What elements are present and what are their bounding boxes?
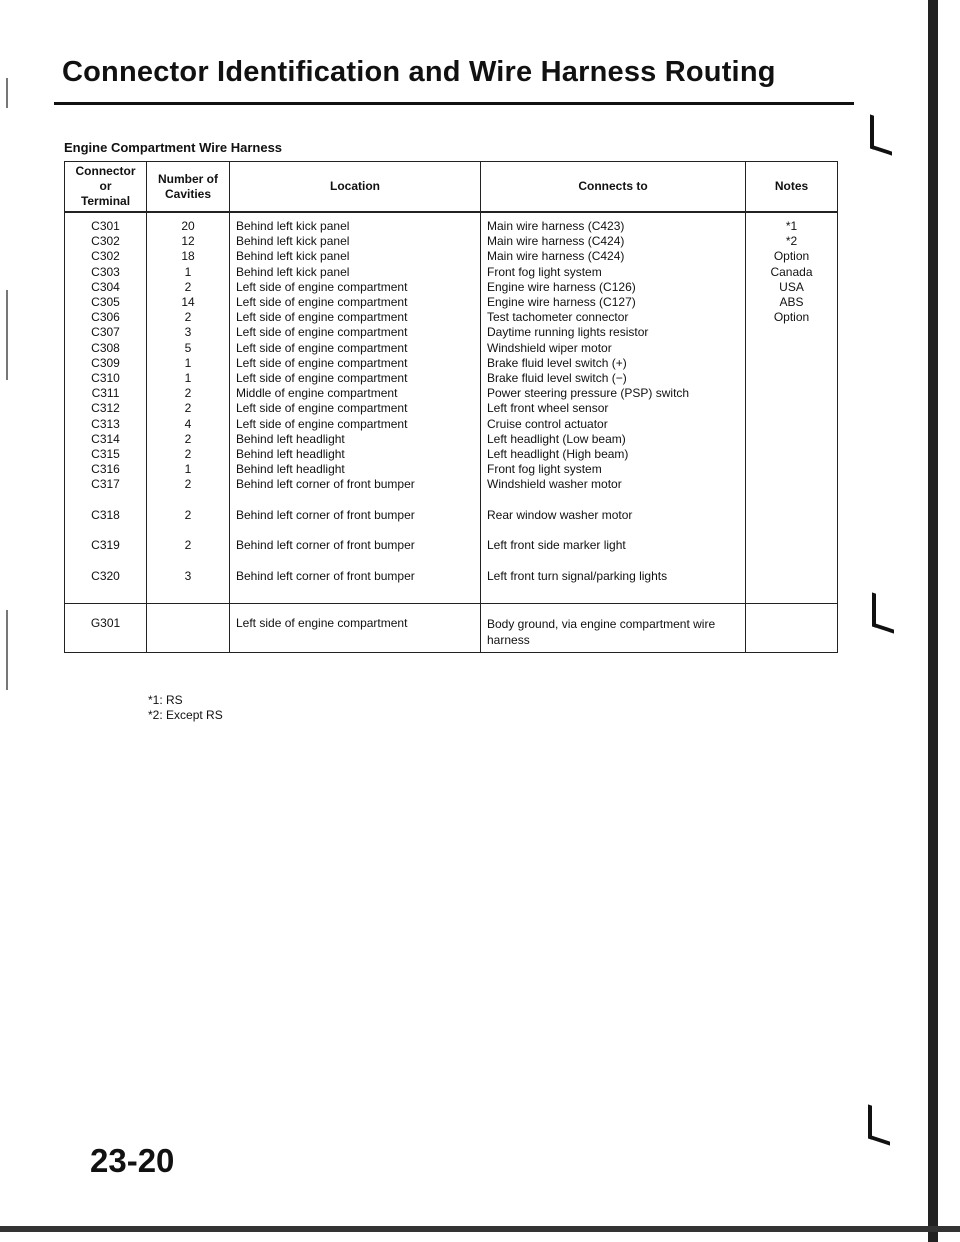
table-cell-cavities: 4	[184, 416, 192, 431]
table-cell-cavities: 2	[184, 401, 192, 416]
page-edge-border	[928, 0, 938, 1242]
table-cell-connector: C302	[91, 234, 120, 249]
cavities-column	[147, 212, 230, 604]
table-cell-location: Left side of engine compartment	[236, 401, 408, 416]
table-cell-location: Left side of engine compartment	[236, 355, 408, 370]
cavities-cells	[153, 219, 223, 599]
ground-location: Left side of engine compartment	[230, 604, 481, 653]
table-cell-connector: C305	[91, 295, 120, 310]
table-cell-connects: Engine wire harness (C126)	[487, 279, 636, 294]
ground-connects: Body ground, via engine compartment wire harness	[481, 604, 746, 653]
page-bottom-border	[0, 1226, 960, 1232]
margin-tick	[6, 290, 8, 380]
table-cell-location: Behind left corner of front bumper	[236, 568, 415, 583]
table-cell-notes	[752, 356, 831, 386]
table-cell-location: Behind left corner of front bumper	[236, 538, 415, 553]
table-cell-connector: C314	[91, 431, 120, 446]
table-cell-connector: C311	[91, 386, 120, 401]
table-cell-notes: *1	[785, 219, 798, 233]
table-cell-location: Left side of engine compartment	[236, 279, 408, 294]
margin-tick	[6, 610, 8, 690]
table-cell-location: Left side of engine compartment	[236, 310, 408, 325]
table-cell-connects: Windshield wiper motor	[487, 340, 612, 355]
table-cell-notes: ABS	[779, 295, 804, 310]
table-cell-connector: C306	[91, 310, 120, 325]
table-cell-connects: Left front side marker light	[487, 538, 626, 553]
table-cell-connects: Brake fluid level switch (+)	[487, 355, 627, 370]
table-cell-cavities: 2	[184, 279, 192, 294]
table-cell-location: Behind left headlight	[236, 431, 345, 446]
table-cell-connector: C318	[91, 507, 120, 522]
table-cell-cavities: 1	[184, 462, 192, 477]
table-cell-cavities: 2	[184, 386, 192, 401]
table-cell-location: Left side of engine compartment	[236, 340, 408, 355]
location-column	[230, 212, 481, 604]
table-cell-connector: C307	[91, 325, 120, 340]
connects-cells	[487, 219, 739, 599]
table-cell-notes: Canada	[770, 264, 813, 279]
table-cell-connects: Main wire harness (C424)	[487, 249, 625, 264]
table-cell-cavities: 3	[184, 325, 192, 340]
table-cell-notes: USA	[779, 279, 804, 294]
page-title: Connector Identification and Wire Harness Routing	[62, 56, 776, 88]
table-cell-cavities: 20	[181, 219, 195, 233]
title-rule	[54, 102, 854, 105]
table-cell-connects: Front fog light system	[487, 264, 602, 279]
table-cell-connects: Left headlight (Low beam)	[487, 431, 626, 446]
table-cell-connects: Front fog light system	[487, 462, 602, 477]
notes-column	[746, 212, 838, 604]
table-cell-cavities: 1	[184, 371, 192, 386]
table-cell-cavities: 14	[181, 295, 195, 310]
table-cell-connector: C313	[91, 416, 120, 431]
table-cell-notes: Option	[773, 310, 810, 325]
table-cell-connects: Main wire harness (C424)	[487, 234, 625, 249]
connects-column	[481, 212, 746, 604]
table-cell-connects: Daytime running lights resistor	[487, 325, 649, 340]
connector-column	[65, 212, 147, 604]
connector-table	[64, 161, 838, 653]
table-cell-connector: C301	[91, 219, 120, 233]
margin-tab-mark	[870, 114, 892, 155]
ground-connector: G301	[65, 604, 147, 653]
header-cavities: Number of Cavities	[147, 162, 230, 213]
table-cell-location: Behind left kick panel	[236, 234, 350, 249]
table-cell-location: Left side of engine compartment	[236, 325, 408, 340]
table-cell-cavities: 5	[184, 340, 192, 355]
table-cell-connects: Power steering pressure (PSP) switch	[487, 386, 690, 401]
table-cell-location: Middle of engine compartment	[236, 386, 398, 401]
table-cell-connector: C302	[91, 249, 120, 264]
table-cell-cavities: 1	[184, 264, 192, 279]
table-cell-location: Behind left corner of front bumper	[236, 507, 415, 522]
table-cell-location: Left side of engine compartment	[236, 295, 408, 310]
table-cell-connector: C316	[91, 462, 120, 477]
table-cell-cavities: 3	[184, 568, 192, 583]
table-cell-connector: C320	[91, 568, 120, 583]
notes-cells	[752, 219, 831, 447]
table-header-row	[65, 162, 838, 213]
footnote-2: *2: Except RS	[148, 708, 223, 722]
section-subtitle: Engine Compartment Wire Harness	[64, 140, 283, 155]
table-cell-cavities: 2	[184, 477, 192, 492]
table-cell-connects: Engine wire harness (C127)	[487, 295, 636, 310]
margin-tab-mark	[872, 592, 894, 633]
table-cell-connector: C312	[91, 401, 120, 416]
footnotes	[148, 693, 223, 723]
table-cell-connects: Windshield washer motor	[487, 477, 622, 492]
table-cell-location: Behind left corner of front bumper	[236, 477, 415, 492]
table-cell-cavities: 1	[184, 355, 192, 370]
table-cell-location: Behind left kick panel	[236, 264, 350, 279]
footnote-1: *1: RS	[148, 693, 183, 707]
table-cell-connector: C304	[91, 279, 120, 294]
table-cell-notes	[752, 386, 831, 416]
table-cell-connector: C315	[91, 447, 120, 462]
table-cell-location: Behind left headlight	[236, 447, 345, 462]
table-cell-cavities: 2	[184, 538, 192, 553]
table-cell-connects: Test tachometer connector	[487, 310, 629, 325]
table-cell-location: Left side of engine compartment	[236, 371, 408, 386]
table-cell-connector: C310	[91, 371, 120, 386]
table-cell-notes: *2	[785, 234, 798, 249]
table-cell-cavities: 2	[184, 447, 192, 462]
header-connector: Connector or Terminal	[65, 162, 147, 213]
table-cell-connects: Left headlight (High beam)	[487, 447, 629, 462]
table-cell-connects: Cruise control actuator	[487, 416, 608, 431]
table-cell-notes	[752, 417, 831, 447]
table-cell-connects: Main wire harness (C423)	[487, 219, 625, 233]
table-cell-connector: C308	[91, 340, 120, 355]
table-cell-cavities: 18	[181, 249, 195, 264]
table-cell-notes: Option	[773, 249, 810, 264]
table-cell-notes	[752, 325, 831, 355]
page-number: 23-20	[90, 1142, 175, 1179]
table-cell-connects: Rear window washer motor	[487, 507, 633, 522]
table-cell-cavities: 2	[184, 431, 192, 446]
ground-row	[65, 604, 838, 653]
table-cell-connector: C309	[91, 355, 120, 370]
table-cell-cavities: 2	[184, 310, 192, 325]
margin-tick	[6, 78, 8, 108]
table-cell-connects: Brake fluid level switch (−)	[487, 371, 627, 386]
header-notes: Notes	[746, 162, 838, 213]
margin-tab-mark	[868, 1104, 890, 1145]
header-location: Location	[230, 162, 481, 213]
table-cell-cavities: 2	[184, 507, 192, 522]
connector-cells	[71, 219, 140, 599]
table-cell-cavities: 12	[181, 234, 195, 249]
ground-cavities	[147, 604, 230, 653]
table-cell-connector: C319	[91, 538, 120, 553]
connector-rows	[65, 212, 838, 604]
table-cell-location: Behind left kick panel	[236, 219, 350, 233]
header-connects-to: Connects to	[481, 162, 746, 213]
table-cell-location: Behind left headlight	[236, 462, 345, 477]
table-cell-location: Behind left kick panel	[236, 249, 350, 264]
ground-notes	[746, 604, 838, 653]
table-cell-connector: C317	[91, 477, 120, 492]
table-cell-connector: C303	[91, 264, 120, 279]
table-cell-connects: Left front turn signal/parking lights	[487, 568, 668, 583]
table-cell-location: Left side of engine compartment	[236, 416, 408, 431]
table-cell-connects: Left front wheel sensor	[487, 401, 609, 416]
location-cells	[236, 219, 474, 599]
